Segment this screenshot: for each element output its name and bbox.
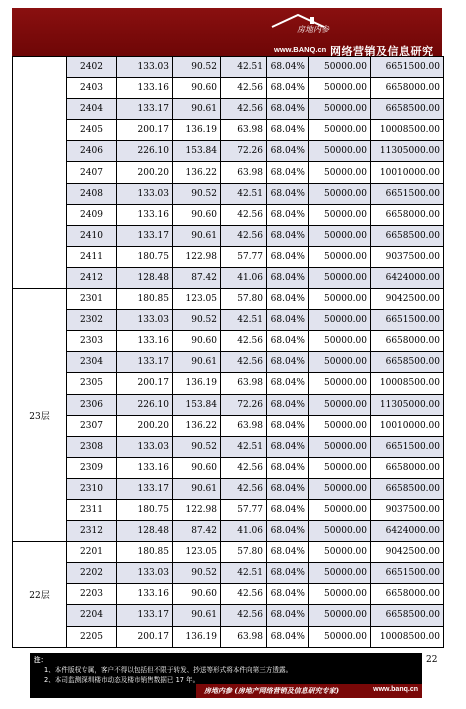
table-row bbox=[13, 99, 444, 120]
table-cell: 68.04% bbox=[267, 394, 309, 415]
table-cell: 68.04% bbox=[267, 310, 309, 331]
table-cell: 90.60 bbox=[173, 78, 221, 99]
table-cell: 133.03 bbox=[117, 436, 173, 457]
table-cell: 226.10 bbox=[117, 394, 173, 415]
table-row bbox=[13, 78, 444, 99]
table-cell: 6651500.00 bbox=[371, 436, 444, 457]
table-cell: 57.80 bbox=[221, 542, 267, 563]
table-cell: 6651500.00 bbox=[371, 183, 444, 204]
table-cell: 6658500.00 bbox=[371, 225, 444, 246]
room-number-cell: 2403 bbox=[67, 78, 117, 99]
table-cell: 50000.00 bbox=[309, 584, 371, 605]
table-cell: 90.60 bbox=[173, 331, 221, 352]
table-cell: 90.52 bbox=[173, 436, 221, 457]
room-number-cell: 2410 bbox=[67, 225, 117, 246]
table-row bbox=[13, 57, 444, 78]
table-cell: 50000.00 bbox=[309, 478, 371, 499]
table-cell: 50000.00 bbox=[309, 457, 371, 478]
table-cell: 42.56 bbox=[221, 225, 267, 246]
table-cell: 9042500.00 bbox=[371, 542, 444, 563]
table-cell: 50000.00 bbox=[309, 310, 371, 331]
table-cell: 72.26 bbox=[221, 141, 267, 162]
sales-table bbox=[12, 56, 443, 648]
table-cell: 50000.00 bbox=[309, 605, 371, 626]
table-cell: 136.19 bbox=[173, 373, 221, 394]
table-cell: 68.04% bbox=[267, 584, 309, 605]
table-cell: 11305000.00 bbox=[371, 141, 444, 162]
table-cell: 136.19 bbox=[173, 626, 221, 647]
table-cell: 6658500.00 bbox=[371, 352, 444, 373]
table-cell: 68.04% bbox=[267, 478, 309, 499]
table-cell: 90.60 bbox=[173, 204, 221, 225]
table-row bbox=[13, 626, 444, 647]
table-cell: 50000.00 bbox=[309, 141, 371, 162]
table-cell: 133.03 bbox=[117, 563, 173, 584]
floor-cell bbox=[13, 57, 67, 289]
table-cell: 68.04% bbox=[267, 436, 309, 457]
table-cell: 10010000.00 bbox=[371, 415, 444, 436]
table-cell: 128.48 bbox=[117, 267, 173, 288]
table-cell: 42.56 bbox=[221, 78, 267, 99]
table-cell: 6651500.00 bbox=[371, 310, 444, 331]
room-number-cell: 2302 bbox=[67, 310, 117, 331]
table-cell: 68.04% bbox=[267, 542, 309, 563]
table-cell: 10010000.00 bbox=[371, 162, 444, 183]
room-number-cell: 2407 bbox=[67, 162, 117, 183]
table-cell: 133.03 bbox=[117, 310, 173, 331]
table-cell: 133.17 bbox=[117, 352, 173, 373]
table-cell: 90.60 bbox=[173, 457, 221, 478]
table-cell: 68.04% bbox=[267, 204, 309, 225]
table-cell: 11305000.00 bbox=[371, 394, 444, 415]
table-cell: 9037500.00 bbox=[371, 246, 444, 267]
table-cell: 90.52 bbox=[173, 310, 221, 331]
table-cell: 90.60 bbox=[173, 584, 221, 605]
room-number-cell: 2205 bbox=[67, 626, 117, 647]
table-cell: 42.51 bbox=[221, 310, 267, 331]
room-number-cell: 2411 bbox=[67, 246, 117, 267]
header-banner bbox=[12, 8, 442, 56]
notes-line: 2、本司监测深圳楼市动态及楼市销售数据已 17 年。 bbox=[44, 676, 200, 684]
table-cell: 6658000.00 bbox=[371, 204, 444, 225]
table-row bbox=[13, 415, 444, 436]
table-cell: 6658000.00 bbox=[371, 584, 444, 605]
table-cell: 200.20 bbox=[117, 415, 173, 436]
table-cell: 50000.00 bbox=[309, 225, 371, 246]
table-cell: 42.56 bbox=[221, 352, 267, 373]
table-cell: 63.98 bbox=[221, 415, 267, 436]
room-number-cell: 2307 bbox=[67, 415, 117, 436]
table-cell: 41.06 bbox=[221, 521, 267, 542]
page-number: 22 bbox=[426, 655, 438, 665]
header-title: 网络营销及信息研究 bbox=[330, 45, 434, 56]
table-cell: 68.04% bbox=[267, 373, 309, 394]
table-cell: 90.52 bbox=[173, 57, 221, 78]
table-cell: 68.04% bbox=[267, 183, 309, 204]
table-cell: 133.16 bbox=[117, 457, 173, 478]
room-number-cell: 2402 bbox=[67, 57, 117, 78]
table-cell: 50000.00 bbox=[309, 415, 371, 436]
floor-cell: 22层 bbox=[13, 542, 67, 647]
table-cell: 136.22 bbox=[173, 415, 221, 436]
logo-text: 房地内参 bbox=[297, 25, 329, 34]
table-cell: 68.04% bbox=[267, 563, 309, 584]
header-url: www.BANQ.cn bbox=[274, 45, 327, 54]
table-row bbox=[13, 225, 444, 246]
room-number-cell: 2404 bbox=[67, 99, 117, 120]
table-row bbox=[13, 584, 444, 605]
table-row bbox=[13, 478, 444, 499]
table-cell: 87.42 bbox=[173, 521, 221, 542]
table-cell: 50000.00 bbox=[309, 542, 371, 563]
table-cell: 50000.00 bbox=[309, 120, 371, 141]
table-row bbox=[13, 436, 444, 457]
table-cell: 90.52 bbox=[173, 563, 221, 584]
table-cell: 6658000.00 bbox=[371, 78, 444, 99]
table-cell: 42.51 bbox=[221, 183, 267, 204]
table-row bbox=[13, 563, 444, 584]
room-number-cell: 2409 bbox=[67, 204, 117, 225]
table-cell: 57.77 bbox=[221, 246, 267, 267]
table-cell: 42.56 bbox=[221, 478, 267, 499]
room-number-cell: 2408 bbox=[67, 183, 117, 204]
room-number-cell: 2310 bbox=[67, 478, 117, 499]
table-cell: 122.98 bbox=[173, 246, 221, 267]
table-cell: 42.51 bbox=[221, 563, 267, 584]
table-cell: 50000.00 bbox=[309, 204, 371, 225]
table-cell: 226.10 bbox=[117, 141, 173, 162]
room-number-cell: 2412 bbox=[67, 267, 117, 288]
table-row bbox=[13, 457, 444, 478]
room-number-cell: 2406 bbox=[67, 141, 117, 162]
floor-cell: 23层 bbox=[13, 289, 67, 542]
table-cell: 6658000.00 bbox=[371, 331, 444, 352]
table-row bbox=[13, 162, 444, 183]
table-cell: 42.56 bbox=[221, 204, 267, 225]
table-cell: 68.04% bbox=[267, 289, 309, 310]
table-row bbox=[13, 605, 444, 626]
table-cell: 87.42 bbox=[173, 267, 221, 288]
table-cell: 90.61 bbox=[173, 352, 221, 373]
table-cell: 133.17 bbox=[117, 225, 173, 246]
table-cell: 42.56 bbox=[221, 331, 267, 352]
table-cell: 50000.00 bbox=[309, 331, 371, 352]
room-number-cell: 2405 bbox=[67, 120, 117, 141]
table-cell: 90.61 bbox=[173, 605, 221, 626]
room-number-cell: 2309 bbox=[67, 457, 117, 478]
notes-label: 注： bbox=[34, 656, 48, 664]
table-cell: 50000.00 bbox=[309, 267, 371, 288]
table-row bbox=[13, 331, 444, 352]
room-number-cell: 2305 bbox=[67, 373, 117, 394]
room-number-cell: 2312 bbox=[67, 521, 117, 542]
table-cell: 50000.00 bbox=[309, 563, 371, 584]
table-row bbox=[13, 141, 444, 162]
table-cell: 9037500.00 bbox=[371, 499, 444, 520]
table-row bbox=[13, 204, 444, 225]
footer-strip bbox=[196, 684, 422, 698]
table-cell: 153.84 bbox=[173, 394, 221, 415]
table-cell: 63.98 bbox=[221, 373, 267, 394]
table-cell: 50000.00 bbox=[309, 162, 371, 183]
room-number-cell: 2202 bbox=[67, 563, 117, 584]
table-cell: 42.56 bbox=[221, 584, 267, 605]
table-cell: 50000.00 bbox=[309, 521, 371, 542]
table-cell: 6651500.00 bbox=[371, 563, 444, 584]
table-cell: 133.16 bbox=[117, 204, 173, 225]
table-cell: 133.17 bbox=[117, 99, 173, 120]
table-cell: 50000.00 bbox=[309, 626, 371, 647]
table-cell: 57.77 bbox=[221, 499, 267, 520]
table-cell: 90.61 bbox=[173, 478, 221, 499]
table-cell: 68.04% bbox=[267, 267, 309, 288]
table-cell: 68.04% bbox=[267, 162, 309, 183]
table-cell: 180.75 bbox=[117, 246, 173, 267]
table-cell: 42.51 bbox=[221, 436, 267, 457]
notes-line: 1、本件版权专属，客户不得以包括但不限于转发、抄送等形式将本件向第三方透露。 bbox=[44, 666, 293, 674]
table-cell: 136.19 bbox=[173, 120, 221, 141]
table-cell: 68.04% bbox=[267, 78, 309, 99]
table-cell: 50000.00 bbox=[309, 394, 371, 415]
table-cell: 6658500.00 bbox=[371, 99, 444, 120]
table-cell: 133.03 bbox=[117, 183, 173, 204]
table-cell: 136.22 bbox=[173, 162, 221, 183]
table-row bbox=[13, 521, 444, 542]
table-cell: 50000.00 bbox=[309, 373, 371, 394]
table-cell: 133.16 bbox=[117, 331, 173, 352]
table-cell: 10008500.00 bbox=[371, 120, 444, 141]
footer-url: www.banq.cn bbox=[373, 686, 418, 693]
table-cell: 41.06 bbox=[221, 267, 267, 288]
table-cell: 72.26 bbox=[221, 394, 267, 415]
room-number-cell: 2301 bbox=[67, 289, 117, 310]
table-cell: 50000.00 bbox=[309, 436, 371, 457]
table-cell: 42.51 bbox=[221, 57, 267, 78]
table-cell: 42.56 bbox=[221, 605, 267, 626]
table-body bbox=[13, 57, 444, 648]
table-cell: 50000.00 bbox=[309, 99, 371, 120]
table-cell: 180.85 bbox=[117, 542, 173, 563]
table-cell: 90.61 bbox=[173, 99, 221, 120]
table-cell: 50000.00 bbox=[309, 183, 371, 204]
table-cell: 122.98 bbox=[173, 499, 221, 520]
table-cell: 10008500.00 bbox=[371, 626, 444, 647]
table-cell: 90.61 bbox=[173, 225, 221, 246]
table-cell: 133.16 bbox=[117, 584, 173, 605]
table-cell: 123.05 bbox=[173, 289, 221, 310]
table-cell: 63.98 bbox=[221, 120, 267, 141]
table-cell: 68.04% bbox=[267, 99, 309, 120]
table-row bbox=[13, 120, 444, 141]
table-cell: 50000.00 bbox=[309, 499, 371, 520]
table-row bbox=[13, 183, 444, 204]
table-cell: 68.04% bbox=[267, 457, 309, 478]
table-cell: 200.17 bbox=[117, 373, 173, 394]
table-cell: 6424000.00 bbox=[371, 267, 444, 288]
room-number-cell: 2304 bbox=[67, 352, 117, 373]
table-cell: 50000.00 bbox=[309, 289, 371, 310]
table-cell: 68.04% bbox=[267, 57, 309, 78]
table-cell: 68.04% bbox=[267, 521, 309, 542]
table-cell: 6658000.00 bbox=[371, 457, 444, 478]
table-cell: 133.16 bbox=[117, 78, 173, 99]
room-number-cell: 2204 bbox=[67, 605, 117, 626]
table-cell: 50000.00 bbox=[309, 352, 371, 373]
table-cell: 6658500.00 bbox=[371, 478, 444, 499]
table-cell: 57.80 bbox=[221, 289, 267, 310]
table-cell: 50000.00 bbox=[309, 57, 371, 78]
table-cell: 63.98 bbox=[221, 626, 267, 647]
table-cell: 68.04% bbox=[267, 246, 309, 267]
table-cell: 123.05 bbox=[173, 542, 221, 563]
table-cell: 42.56 bbox=[221, 99, 267, 120]
table-cell: 180.75 bbox=[117, 499, 173, 520]
table-cell: 200.17 bbox=[117, 120, 173, 141]
table-cell: 50000.00 bbox=[309, 78, 371, 99]
table-row bbox=[13, 310, 444, 331]
table-cell: 63.98 bbox=[221, 162, 267, 183]
table-cell: 50000.00 bbox=[309, 246, 371, 267]
table-cell: 68.04% bbox=[267, 626, 309, 647]
room-number-cell: 2308 bbox=[67, 436, 117, 457]
table-cell: 10008500.00 bbox=[371, 373, 444, 394]
table-cell: 68.04% bbox=[267, 331, 309, 352]
table-row bbox=[13, 394, 444, 415]
room-number-cell: 2203 bbox=[67, 584, 117, 605]
table-cell: 153.84 bbox=[173, 141, 221, 162]
table-cell: 133.17 bbox=[117, 478, 173, 499]
table-row bbox=[13, 267, 444, 288]
table-cell: 6424000.00 bbox=[371, 521, 444, 542]
table-cell: 128.48 bbox=[117, 521, 173, 542]
table-cell: 42.56 bbox=[221, 457, 267, 478]
table-row bbox=[13, 352, 444, 373]
table-cell: 180.85 bbox=[117, 289, 173, 310]
room-number-cell: 2201 bbox=[67, 542, 117, 563]
table-cell: 133.17 bbox=[117, 605, 173, 626]
table-row bbox=[13, 246, 444, 267]
table-cell: 200.20 bbox=[117, 162, 173, 183]
table-cell: 68.04% bbox=[267, 352, 309, 373]
table-cell: 200.17 bbox=[117, 626, 173, 647]
table-row bbox=[13, 289, 444, 310]
table-cell: 68.04% bbox=[267, 120, 309, 141]
table-row bbox=[13, 499, 444, 520]
footer-text: 房地内参 (房地产网络营销及信息研究专家) bbox=[204, 686, 340, 695]
table-cell: 9042500.00 bbox=[371, 289, 444, 310]
table-row bbox=[13, 542, 444, 563]
room-number-cell: 2303 bbox=[67, 331, 117, 352]
table-cell: 68.04% bbox=[267, 415, 309, 436]
room-number-cell: 2311 bbox=[67, 499, 117, 520]
table-cell: 90.52 bbox=[173, 183, 221, 204]
table-cell: 68.04% bbox=[267, 225, 309, 246]
table-cell: 68.04% bbox=[267, 141, 309, 162]
table-cell: 68.04% bbox=[267, 605, 309, 626]
table-cell: 68.04% bbox=[267, 499, 309, 520]
table-cell: 6658500.00 bbox=[371, 605, 444, 626]
table-row bbox=[13, 373, 444, 394]
table-cell: 6651500.00 bbox=[371, 57, 444, 78]
room-number-cell: 2306 bbox=[67, 394, 117, 415]
table-cell: 133.03 bbox=[117, 57, 173, 78]
